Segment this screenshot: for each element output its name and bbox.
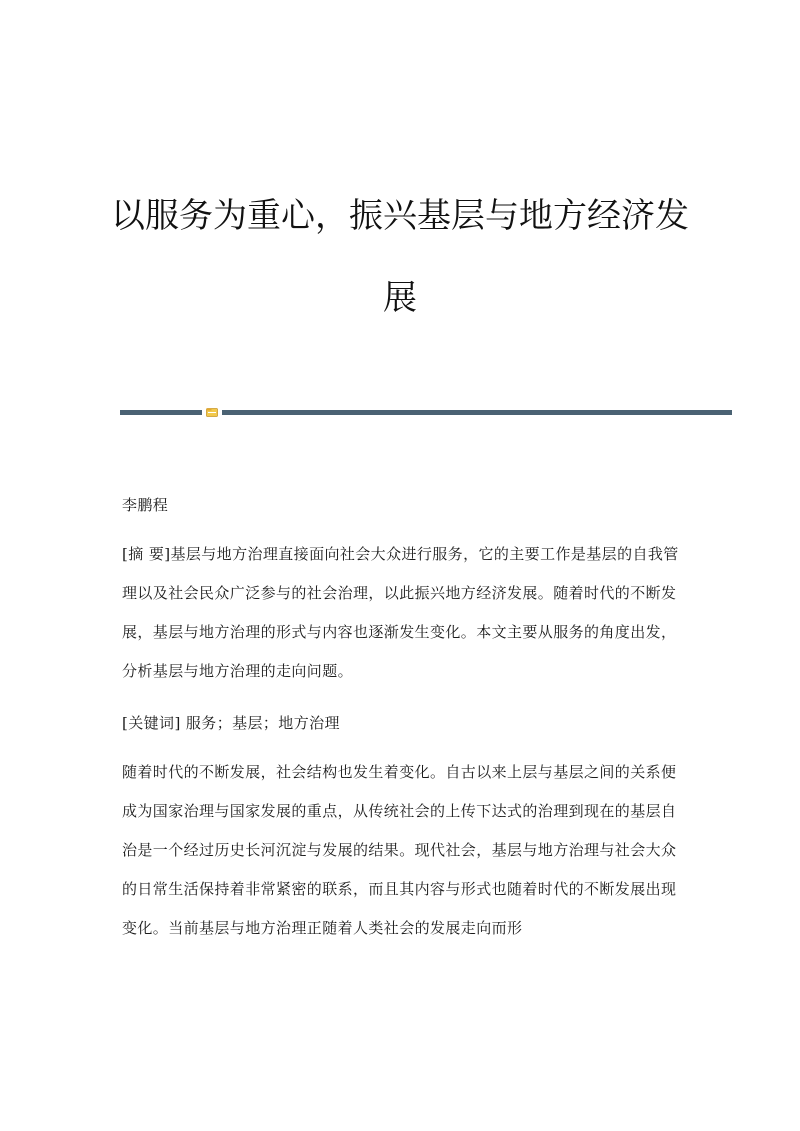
abstract-label: [摘 要] (122, 545, 171, 563)
title-divider (120, 407, 732, 417)
abstract (122, 535, 682, 691)
body-paragraph: 随着时代的不断发展，社会结构也发生着变化。自古以来上层与基层之间的关系便成为国家治理与国家发展的重点，从传统社会的上传下达式的治理到现在的基层自治是一个经过历史长河沉淀与发展的结果。现代社会，基层与地方治理与社会大众的日常生活保持着非常紧密的联系，而且其内容与形式也随着时代的不断发展出现变化。当前基层与地方治理正随着人类社会的发展走向而形 (122, 763, 677, 937)
title-line-1: 以服务为重心，振兴基层与地方经济发 (111, 196, 689, 236)
title-line-2: 展 (383, 278, 417, 318)
folder-icon (206, 407, 218, 417)
divider-bar-right (222, 410, 732, 415)
divider-bar-left (120, 410, 202, 415)
keywords-label: [关键词] (122, 714, 181, 732)
keywords-text: 服务；基层；地方治理 (185, 714, 340, 732)
keywords (122, 704, 682, 743)
abstract-text: 基层与地方治理直接面向社会大众进行服务，它的主要工作是基层的自我管理以及社会民众广泛参与的社会治理，以此振兴地方经济发展。随着时代的不断发展，基层与地方治理的形式与内容也逐渐发生变化。本文主要从服务的角度出发，分析基层与地方治理的走向问题。 (122, 545, 679, 680)
author-name: 李鹏程 (122, 496, 169, 514)
